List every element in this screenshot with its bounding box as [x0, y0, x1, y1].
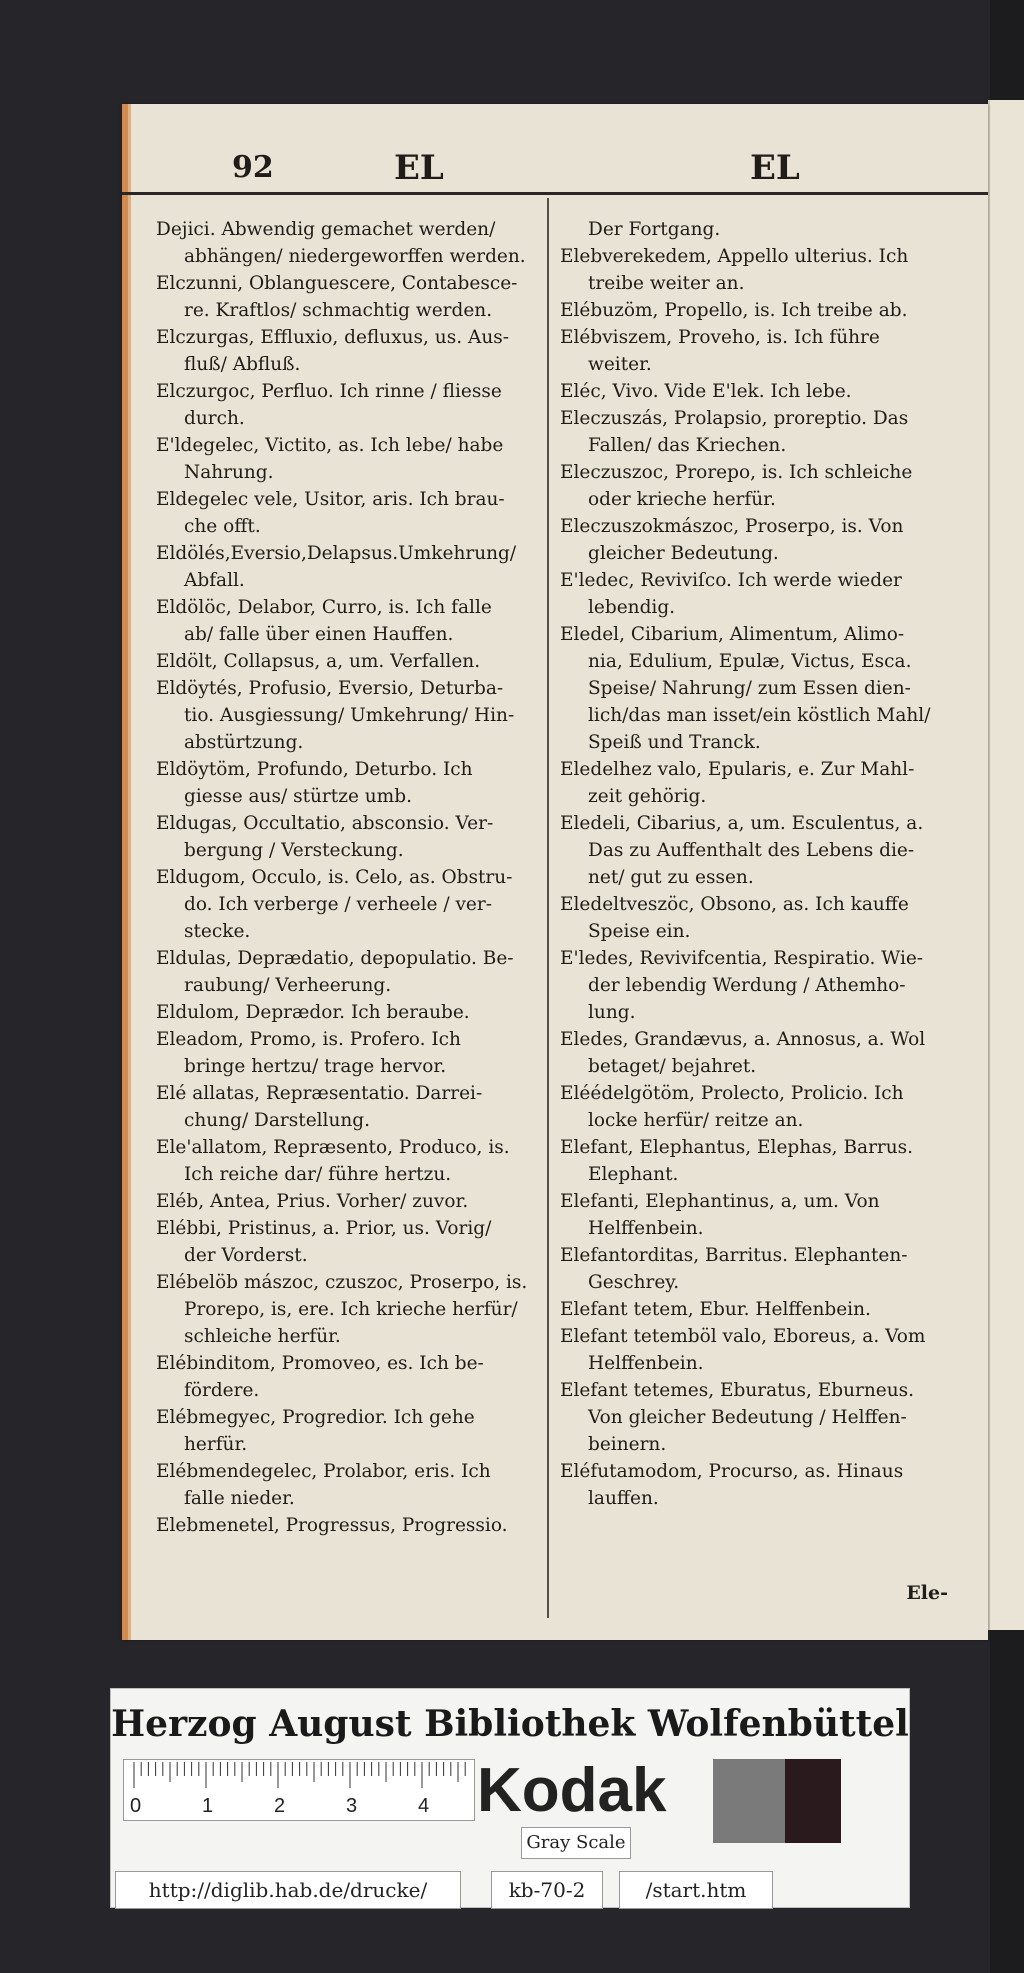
header-right: EL [750, 148, 800, 188]
dictionary-line: Eléb, Antea, Prius. Vorher/ zuvor. [156, 1191, 469, 1212]
dictionary-line: Eldöytöm, Profundo, Deturbo. Ich [156, 759, 473, 780]
dictionary-line: Ele'allatom, Repræsento, Produco, is. [156, 1137, 510, 1158]
dictionary-line: bringe hertzu/ trage hervor. [184, 1056, 447, 1077]
dictionary-line: Elébuzöm, Propello, is. Ich treibe ab. [560, 300, 908, 321]
ruler-number: 1 [202, 1795, 214, 1817]
dictionary-line: Speise/ Nahrung/ zum Essen dien- [588, 678, 911, 699]
dictionary-line: fluß/ Abfluß. [184, 354, 301, 375]
dictionary-line: Eldölés,Eversio,Delapsus.Umkehrung/ [156, 543, 517, 564]
dictionary-line: Eldölöc, Delabor, Curro, is. Ich falle [156, 597, 492, 618]
dictionary-line: abstürtzung. [184, 732, 304, 753]
dictionary-line: herfür. [184, 1434, 248, 1455]
dictionary-line: Eleczuszoc, Prorepo, is. Ich schleiche [560, 462, 913, 483]
dictionary-line: E'ldegelec, Victito, as. Ich lebe/ habe [156, 435, 504, 456]
right-column [560, 216, 970, 1512]
dictionary-line: Elé allatas, Repræsentatio. Darrei- [156, 1083, 483, 1104]
ruler-number: 4 [418, 1795, 430, 1817]
dictionary-line: Elefant, Elephantus, Elephas, Barrus. [560, 1137, 914, 1158]
dictionary-line: durch. [184, 408, 245, 429]
dictionary-line: Geschrey. [588, 1272, 680, 1293]
dictionary-line: Elébmegyec, Progredior. Ich gehe [156, 1407, 475, 1428]
dictionary-line: falle nieder. [184, 1488, 295, 1509]
dictionary-line: Prorepo, is, ere. Ich krieche herfür/ [184, 1299, 518, 1320]
dictionary-line: Elefanti, Elephantinus, a, um. Von [560, 1191, 880, 1212]
dictionary-line: Abfall. [184, 570, 245, 591]
dictionary-line: stecke. [184, 921, 251, 942]
dictionary-line: lich/das man isset/ein köstlich Mahl/ [588, 705, 931, 726]
dictionary-line: E'ledes, Revivifcentia, Respiratio. Wie- [560, 948, 924, 969]
dictionary-line: Elefant tetem, Ebur. Helffenbein. [560, 1299, 871, 1320]
dictionary-line: Von gleicher Bedeutung / Helffen- [588, 1407, 907, 1428]
column-divider [547, 198, 549, 1618]
dictionary-line: Elczurgoc, Perfluo. Ich rinne / fliesse [156, 381, 502, 402]
dictionary-line: tio. Ausgiessung/ Umkehrung/ Hin- [184, 705, 515, 726]
gray-scale-label: Gray Scale [521, 1827, 631, 1859]
dictionary-line: Eledelhez valo, Epularis, e. Zur Mahl- [560, 759, 915, 780]
dictionary-line: Nahrung. [184, 462, 274, 483]
dictionary-line: Helffenbein. [588, 1353, 704, 1374]
dictionary-line: ab/ falle über einen Hauffen. [184, 624, 454, 645]
dictionary-line: schleiche herfür. [184, 1326, 341, 1347]
dictionary-line: abhängen/ niedergeworffen werden. [184, 246, 526, 267]
dictionary-line: Eldugas, Occultatio, absconsio. Ver- [156, 813, 494, 834]
next-page-edge [988, 100, 1024, 1630]
dictionary-line: re. Kraftlos/ schmachtig werden. [184, 300, 493, 321]
dictionary-line: Fallen/ das Kriechen. [588, 435, 787, 456]
dictionary-line: Elebverekedem, Appello ulterius. Ich [560, 246, 909, 267]
header-left: EL [394, 148, 444, 188]
dictionary-line: Eledes, Grandævus, a. Annosus, a. Wol [560, 1029, 926, 1050]
gray-swatch [713, 1759, 785, 1843]
dictionary-line: nia, Edulium, Epulæ, Victus, Esca. [588, 651, 912, 672]
dictionary-line: Eléédelgötöm, Prolecto, Prolicio. Ich [560, 1083, 904, 1104]
dictionary-line: Elébinditom, Promoveo, es. Ich be- [156, 1353, 484, 1374]
dictionary-line: Elébelöb mászoc, czuszoc, Proserpo, is. [156, 1272, 528, 1293]
dictionary-line: do. Ich verberge / verheele / ver- [184, 894, 492, 915]
dictionary-line: Helffenbein. [588, 1218, 704, 1239]
dictionary-line: weiter. [588, 354, 652, 375]
dictionary-line: fördere. [184, 1380, 260, 1401]
dictionary-line: Eleadom, Promo, is. Profero. Ich [156, 1029, 461, 1050]
dictionary-line: Eldugom, Occulo, is. Celo, as. Obstru- [156, 867, 513, 888]
dictionary-line: Eléc, Vivo. Vide E'lek. Ich lebe. [560, 381, 852, 402]
dictionary-line: Speiß und Tranck. [588, 732, 761, 753]
left-column [156, 216, 542, 1539]
dictionary-line: gleicher Bedeutung. [588, 543, 779, 564]
dictionary-line: Eledel, Cibarium, Alimentum, Alimo- [560, 624, 905, 645]
dictionary-line: Eleczuszás, Prolapsio, proreptio. Das [560, 408, 909, 429]
dictionary-line: bergung / Versteckung. [184, 840, 404, 861]
dictionary-line: Elephant. [588, 1164, 679, 1185]
dictionary-line: Eldölt, Collapsus, a, um. Verfallen. [156, 651, 481, 672]
dictionary-line: Elebmenetel, Progressus, Progressio. [156, 1515, 508, 1536]
dictionary-line: Eledeltveszöc, Obsono, as. Ich kauffe [560, 894, 909, 915]
url-box-1: http://diglib.hab.de/drucke/ [115, 1871, 461, 1909]
dictionary-line: Eldulas, Deprædatio, depopulatio. Be- [156, 948, 514, 969]
dictionary-line: oder krieche herfür. [588, 489, 776, 510]
dictionary-line: Eldegelec vele, Usitor, aris. Ich brau- [156, 489, 505, 510]
ruler-number: 3 [346, 1795, 358, 1817]
dictionary-line: Speise ein. [588, 921, 691, 942]
dictionary-line: Elefantorditas, Barritus. Elephanten- [560, 1245, 908, 1266]
dictionary-line: lebendig. [588, 597, 676, 618]
dictionary-line: betaget/ bejahret. [588, 1056, 757, 1077]
dictionary-line: beinern. [588, 1434, 667, 1455]
kodak-logo: Kodak [477, 1756, 667, 1825]
dictionary-line: Elefant tetemes, Eburatus, Eburneus. [560, 1380, 914, 1401]
library-label [110, 1688, 910, 1908]
dictionary-line: Eldöytés, Profusio, Eversio, Deturba- [156, 678, 504, 699]
ruler [123, 1759, 475, 1821]
dictionary-line: Elczunni, Oblanguescere, Contabesce- [156, 273, 518, 294]
dictionary-line: lauffen. [588, 1488, 659, 1509]
header-rule [122, 192, 988, 195]
page-number: 92 [232, 150, 274, 185]
url-box-2: kb-70-2 [491, 1871, 603, 1909]
dictionary-line: Elébbi, Pristinus, a. Prior, us. Vorig/ [156, 1218, 492, 1239]
dictionary-line: chung/ Darstellung. [184, 1110, 371, 1131]
book-page [122, 104, 988, 1640]
dictionary-line: zeit gehörig. [588, 786, 707, 807]
catchword: Ele- [906, 1582, 948, 1604]
dark-swatch [785, 1759, 841, 1843]
library-title: Herzog August Bibliothek Wolfenbüttel [111, 1703, 909, 1745]
dictionary-line: Elébviszem, Proveho, is. Ich führe [560, 327, 880, 348]
dictionary-line: Dejici. Abwendig gemachet werden/ [156, 219, 496, 240]
dictionary-line: Eleczuszokmászoc, Proserpo, is. Von [560, 516, 904, 537]
dictionary-line: E'ledec, Reviviſco. Ich werde wieder [560, 570, 902, 591]
dictionary-line: che offt. [184, 516, 261, 537]
dictionary-line: Eledeli, Cibarius, a, um. Esculentus, a. [560, 813, 924, 834]
ruler-number: 0 [130, 1795, 142, 1817]
dictionary-line: Elébmendegelec, Prolabor, eris. Ich [156, 1461, 491, 1482]
dictionary-line: Das zu Auffenthalt des Lebens die- [588, 840, 915, 861]
dictionary-line: lung. [588, 1002, 636, 1023]
dictionary-line: treibe weiter an. [588, 273, 745, 294]
dictionary-line: Elefant tetemböl valo, Eboreus, a. Vom [560, 1326, 926, 1347]
dictionary-line: Ich reiche dar/ führe hertzu. [184, 1164, 452, 1185]
dictionary-line: Der Fortgang. [588, 219, 721, 240]
dictionary-line: Eldulom, Deprædor. Ich beraube. [156, 1002, 470, 1023]
dictionary-line: der Vorderst. [184, 1245, 308, 1266]
dictionary-line: Eléfutamodom, Procurso, as. Hinaus [560, 1461, 904, 1482]
dictionary-line: raubung/ Verheerung. [184, 975, 392, 996]
dictionary-line: locke herfür/ reitze an. [588, 1110, 804, 1131]
url-box-3: /start.htm [619, 1871, 773, 1909]
dictionary-line: der lebendig Werdung / Athemho- [588, 975, 906, 996]
dictionary-line: Elczurgas, Effluxio, defluxus, us. Aus- [156, 327, 509, 348]
ruler-number: 2 [274, 1795, 286, 1817]
dictionary-line: giesse aus/ stürtze umb. [184, 786, 412, 807]
dictionary-line: net/ gut zu essen. [588, 867, 754, 888]
